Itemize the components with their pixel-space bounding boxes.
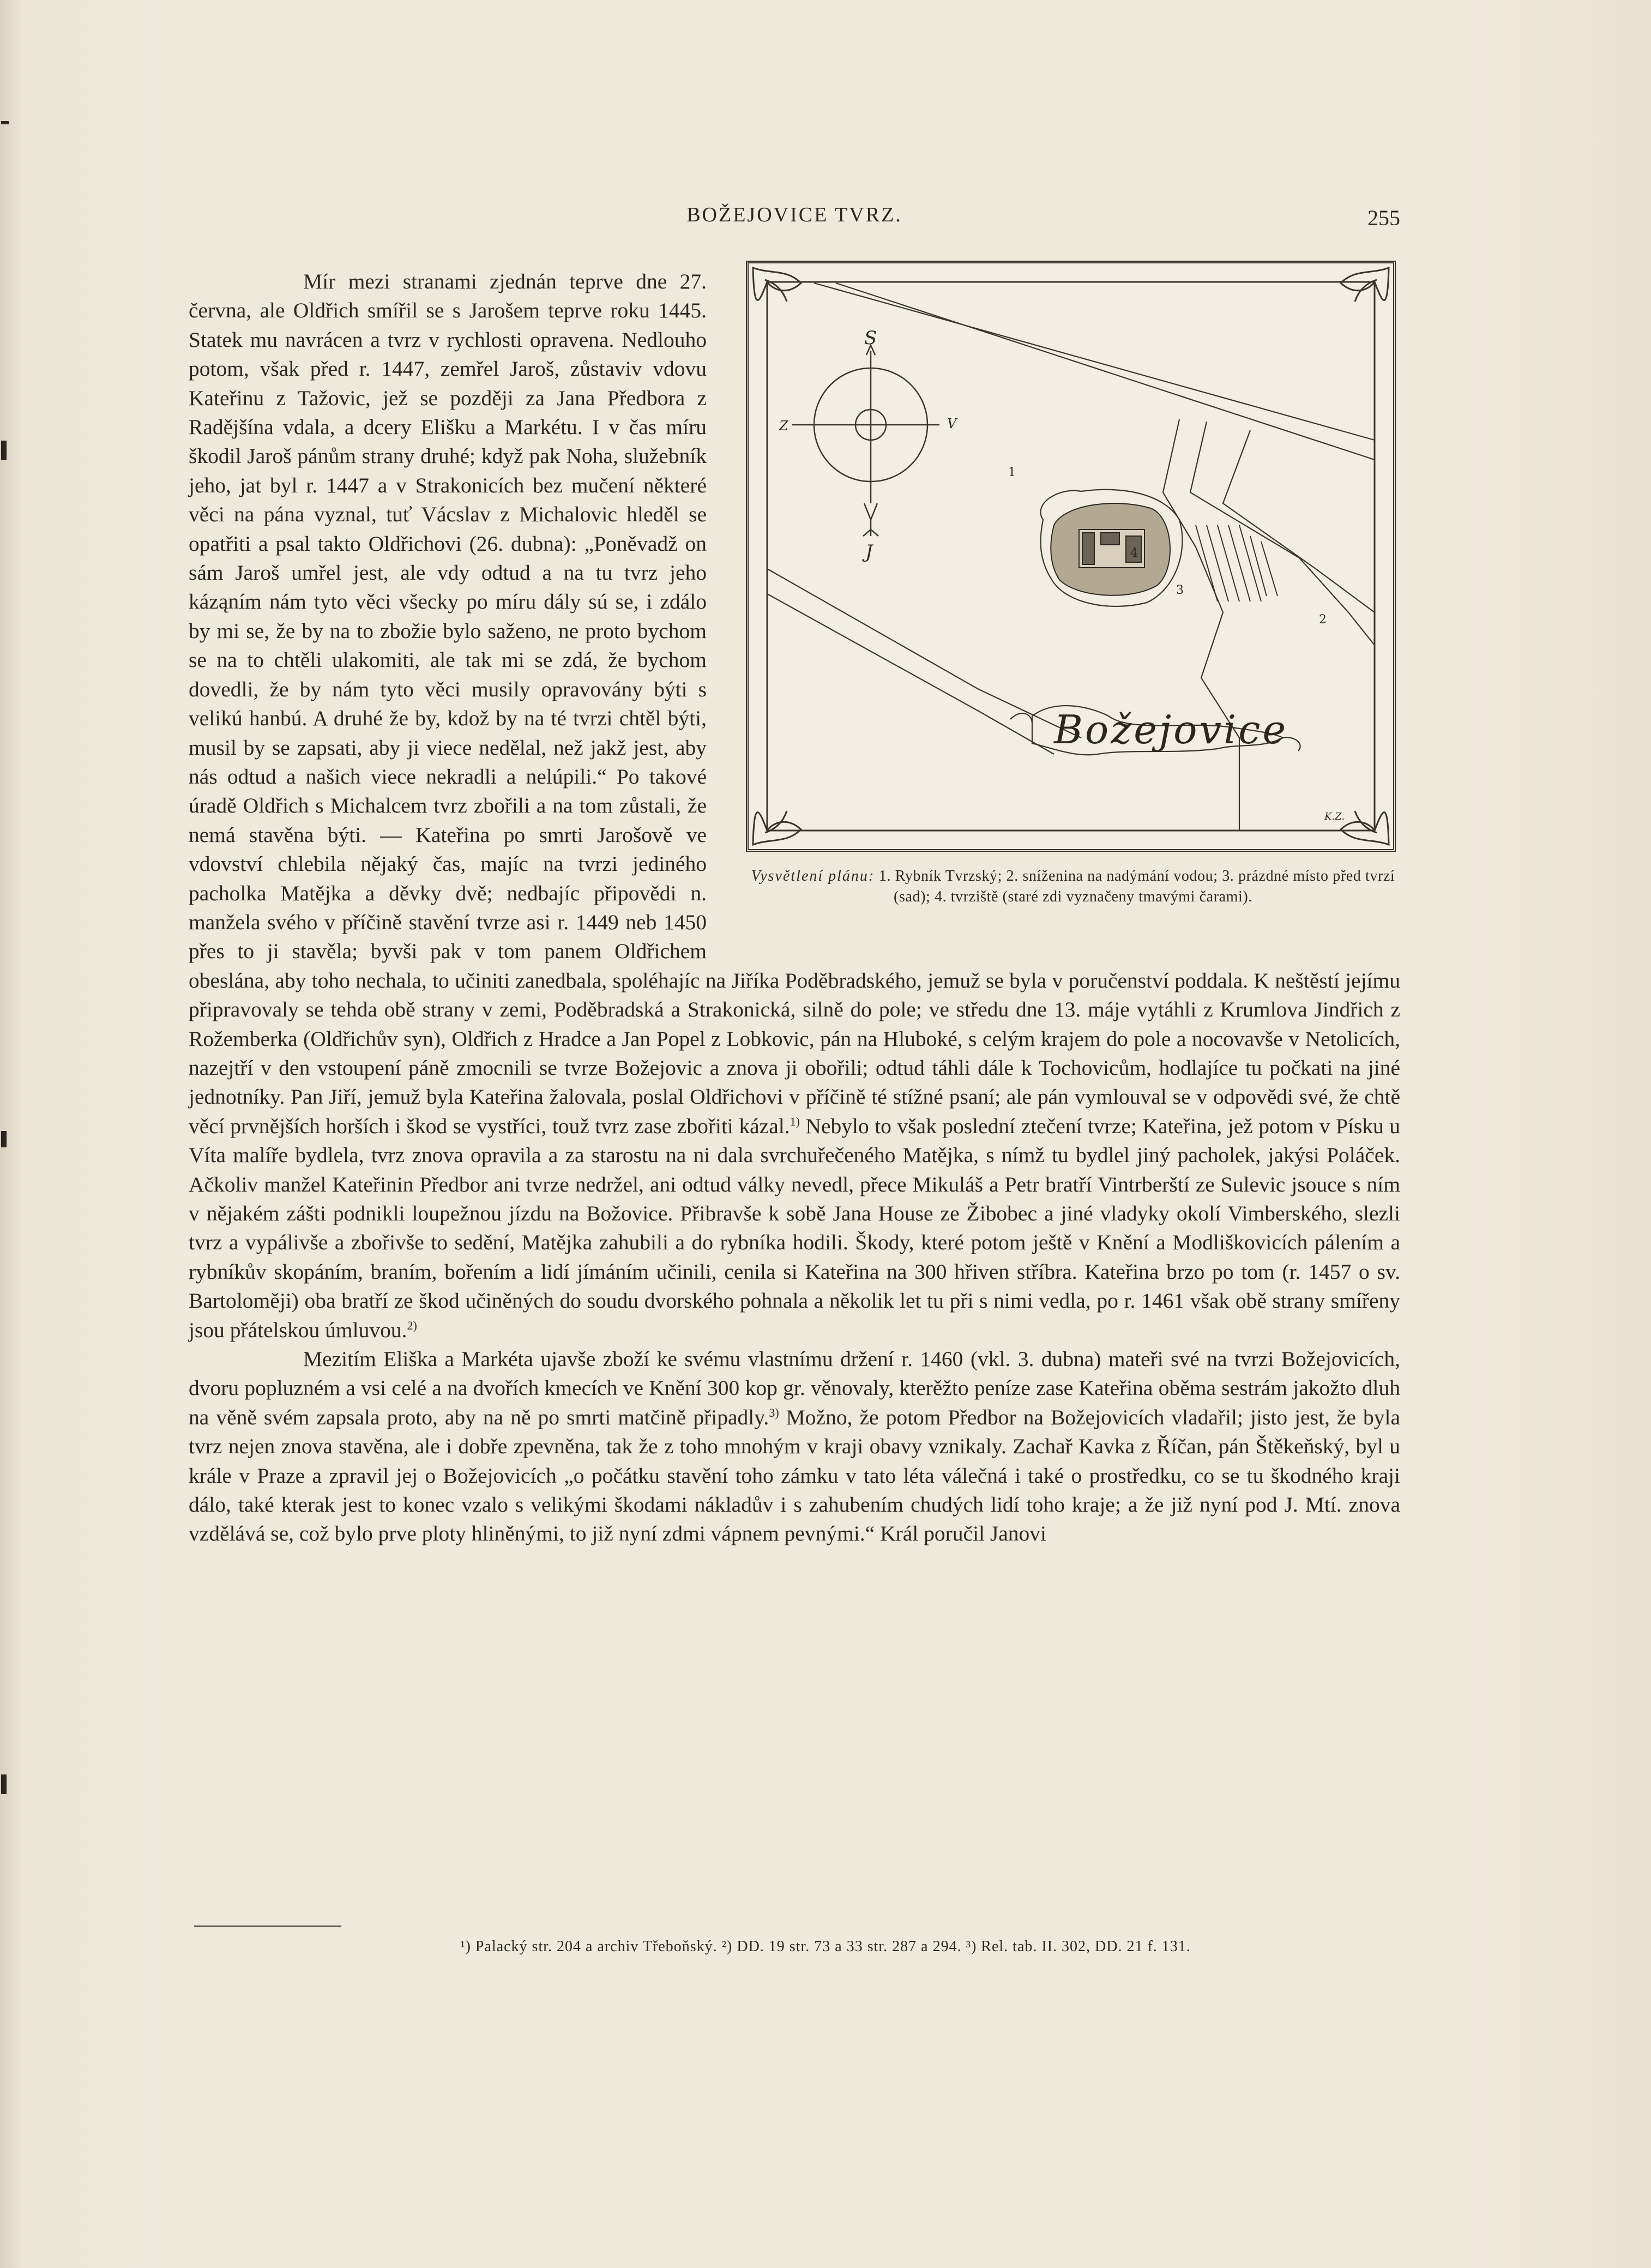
corner-ornament: [753, 813, 801, 845]
running-title: BOŽEJOVICE TVRZ.: [686, 203, 902, 226]
paragraph-1-text: Mír mezi stranami zjednán teprve dne 27. června, ale Oldřich smířil se s Jarošem teprve roku 1445. Statek mu navrácen a tvrz v rychlosti opravena. Nedlouho potom, však před r. 1447, zemřel Jaroš, zůstaviv vdovu Kateřinu z Tažovic, jež se později za Jana Předbora z Radějšína vdala, a dcery Elišku a Markétu. I v čas míru škodil Jaroš pánům strany druhé; když pak Noha, služebník jeho, jat byl r. 1447 a v Strakonicích bez mučení některé věci na pána vyznal, tuť Vácslav z Michalovic hleděl se opatřiti a psal takto Oldřichovi (26. dubna): „Poněvadž on sám Jaroš umřel jest, ale vdy odtud a na tu tvrz jeho káząním nám tyto věci všecky po míru dály sú se, i zdálo by mi se, že by na to zbožie bylo saženo, ne proto bychom se na to chtěli ulakomiti, ale tak mi se zdá, že bychom dovedli, že by nám tyto věci musily opravovány býti s velikú hanbú. A druhé že by, kdož by na té tvrzi chtěl býti, musil by se zapsati, aby ji viece nedělal, než jakž jest, aby nás odtud a našich viece nekradli a nelúpili.“ Po takové úradě Oldřich s Michalcem tvrz zbořili a na tom zůstali, že nemá stavěna býti. — Kateřina po smrti Jarošově ve vdovství chlebila nějaký čas, majíc na tvrzi jediného pacholka Matějka a děvky dvě; nedbajíc připovědi n. manžela svého v příčině stavění tvrze asi r. 1449 neb 1450 přes to ji stavěla; byvši pak v tom panem Oldřichem obeslána, aby toho nechala, to učiniti zanedbala, spoléhajíc na Jiříka Poděbradského, jemuž se byla v poručenství poddala. K neštěstí jejímu připravovaly se tehda obě strany v zemi, Poděbradská a Strakonická, silně do pole; ve středu dne 13. máje vytáhli z Krumlova Jindřich z Rožemberka (Oldřichův syn), Oldřich z Hradce a Jan Popel z Lobkovic, pán na Hluboké, s celým krajem do pole a nocovavše v Netolicích, nazejtří v den vstoupení páně zmocnili se tvrze Božejovic a znova ji obořili; odtud táhli dále k Tochovicům, hodlajíce tu počkati na jiné jednotníky. Pan Jiří, jemuž byla Kateřina žalovala, poslal Oldřichovi v příčině té stížné psaní; ale pán vymlouval se v odpovědi své, že chtě věcí prvnějších horších i škod se vystříci, touž tvrz zase zbořiti kázal.: [189, 269, 1400, 1138]
map-frame: [746, 261, 1396, 852]
paragraph-2-text: Mezitím Eliška a Markéta ujavše zboží ke svému vlastnímu držení r. 1460 (vkl. 3. dubna) mateři své na tvrzi Božejovicích, dvoru popluzném a vsi celé a na dvořích kmecích ve Knění 300 kop gr. věnovaly, kterěžto peníze zase Kateřina oběma sestrám jakožto dluh na věně svém zapsala proto, aby na ně po smrti matčině připadly.: [189, 1347, 1400, 1429]
corner-ornament: [1341, 268, 1389, 300]
boundary-line: [1163, 419, 1239, 831]
road-line: [814, 283, 1375, 440]
map-signature: K.Z.: [1324, 811, 1345, 822]
road-line: [836, 283, 1375, 460]
margin-mark: [1, 1131, 7, 1147]
map-title: Božejovice: [1054, 707, 1288, 753]
north-label: S: [864, 327, 877, 349]
hatched-area: [1196, 525, 1278, 601]
fortress-ruins: [1051, 503, 1170, 595]
caption-lead: Vysvětlení plánu:: [751, 868, 875, 885]
plan-figure: [746, 261, 1400, 949]
footnote-ref-1: 1): [790, 1114, 800, 1128]
map-marker-2: 2: [1319, 613, 1327, 627]
caption-text: 1. Rybník Tvrzský; 2. sníženina na nadýmání vodou; 3. prázdné místo před tvrzí (sad); 4. tvrziště (staré zdi vyznačeny tmavými čarami).: [878, 868, 1395, 905]
paragraph-2-continued: Možno, že potom Předbor na Božejovicích vladařil; jisto jest, že byla tvrz nejen znova stavěna, ale i dobře zpevněna, tak že z toho mnohým v kraji obavy vznikaly. Zachař Kavka z Říčan, pán Štěkeňský, byl u krále v Praze a zpravil jej o Božejovicích „o počátku stavění toho zámku v tato léta válečná i také o prostředku, co se tu škodného kraji dálo, také kterak jest to konec vzalo s velikými škodami nákladův i s zahubením chudých lidí toho kraje; a že již nyní pod J. Mtí. znova vzdělává se, což bylo prve ploty hliněnými, to již nyní zdmi vápnem pevnými.“ Král poručil Janovi: [189, 1405, 1400, 1546]
map-marker-4: 4: [1130, 546, 1138, 560]
plan-map: [749, 263, 1393, 849]
paragraph-2: [189, 1345, 1400, 1549]
boundary-line: [1190, 422, 1375, 645]
margin-mark: [1, 1774, 7, 1794]
boundary-line: [767, 569, 1081, 738]
footnote-ref-2: 2): [407, 1318, 417, 1332]
map-marker-3: 3: [1176, 583, 1184, 597]
map-marker-1: 1: [1008, 466, 1016, 479]
footnote-divider: [194, 1926, 341, 1927]
boundary-line: [767, 594, 1054, 754]
page-number: 255: [1367, 206, 1400, 230]
map-caption: [746, 866, 1400, 907]
corner-ornament: [1341, 813, 1389, 845]
page-header: [189, 203, 1400, 236]
footnote-ref-3: 3): [769, 1405, 779, 1419]
margin-mark: [1, 441, 7, 460]
south-label: J: [865, 541, 873, 563]
corner-ornament: [753, 268, 801, 300]
paragraph-1-continued: Nebylo to však poslední ztečení tvrze; Kateřina, jež potom v Písku u Víta malíře bydlela, tvrz znova opravila a za starostu na ni dala svrchuřečeného Matějka, s nímž tu bydlel jiný pacholek, jakýsi Poláček. Ačkoliv manžel Kateřinin Předbor ani tvrze nedržel, ani odtud války nevedl, přece Mikuláš a Petr bratří Vintrberští ze Sulevic jsouce s ním v nějakém zášti podnikli loupežnou jízdu na Božovice. Přibravše k sobě Jana House ze Žibobec a jiné vladyky okolí Vimberského, slezli tvrz a vypálivše a zbořivše to sedění, Matějka zahubili a do rybníka hodili. Škody, které potom ještě v Knění a Modliškovicích pálením a rybníkův skopáním, braním, bořením a lidí jímáním učinili, cenila si Kateřina na 300 hřiven stříbra. Kateřina brzo po tom (r. 1457 o sv. Bartoloměji) oba bratří ze škod učiněných do soudu dvorského pohnala a několik let tu při s nimi vedla, po r. 1461 však obě strany smířeny jsou přátelskou úmluvou.: [189, 1114, 1401, 1342]
body-text: [189, 267, 1400, 1549]
compass-arrow-icon: [863, 503, 878, 536]
margin-mark: [1, 121, 9, 124]
west-label: Z: [779, 418, 788, 434]
footnotes: ¹) Palacký str. 204 a archiv Třeboňský. ²) DD. 19 str. 73 a 33 str. 287 a 294. ³) Rel. tab. II. 302, DD. 21 f. 131.: [460, 1938, 1191, 1955]
east-label: V: [947, 416, 957, 431]
